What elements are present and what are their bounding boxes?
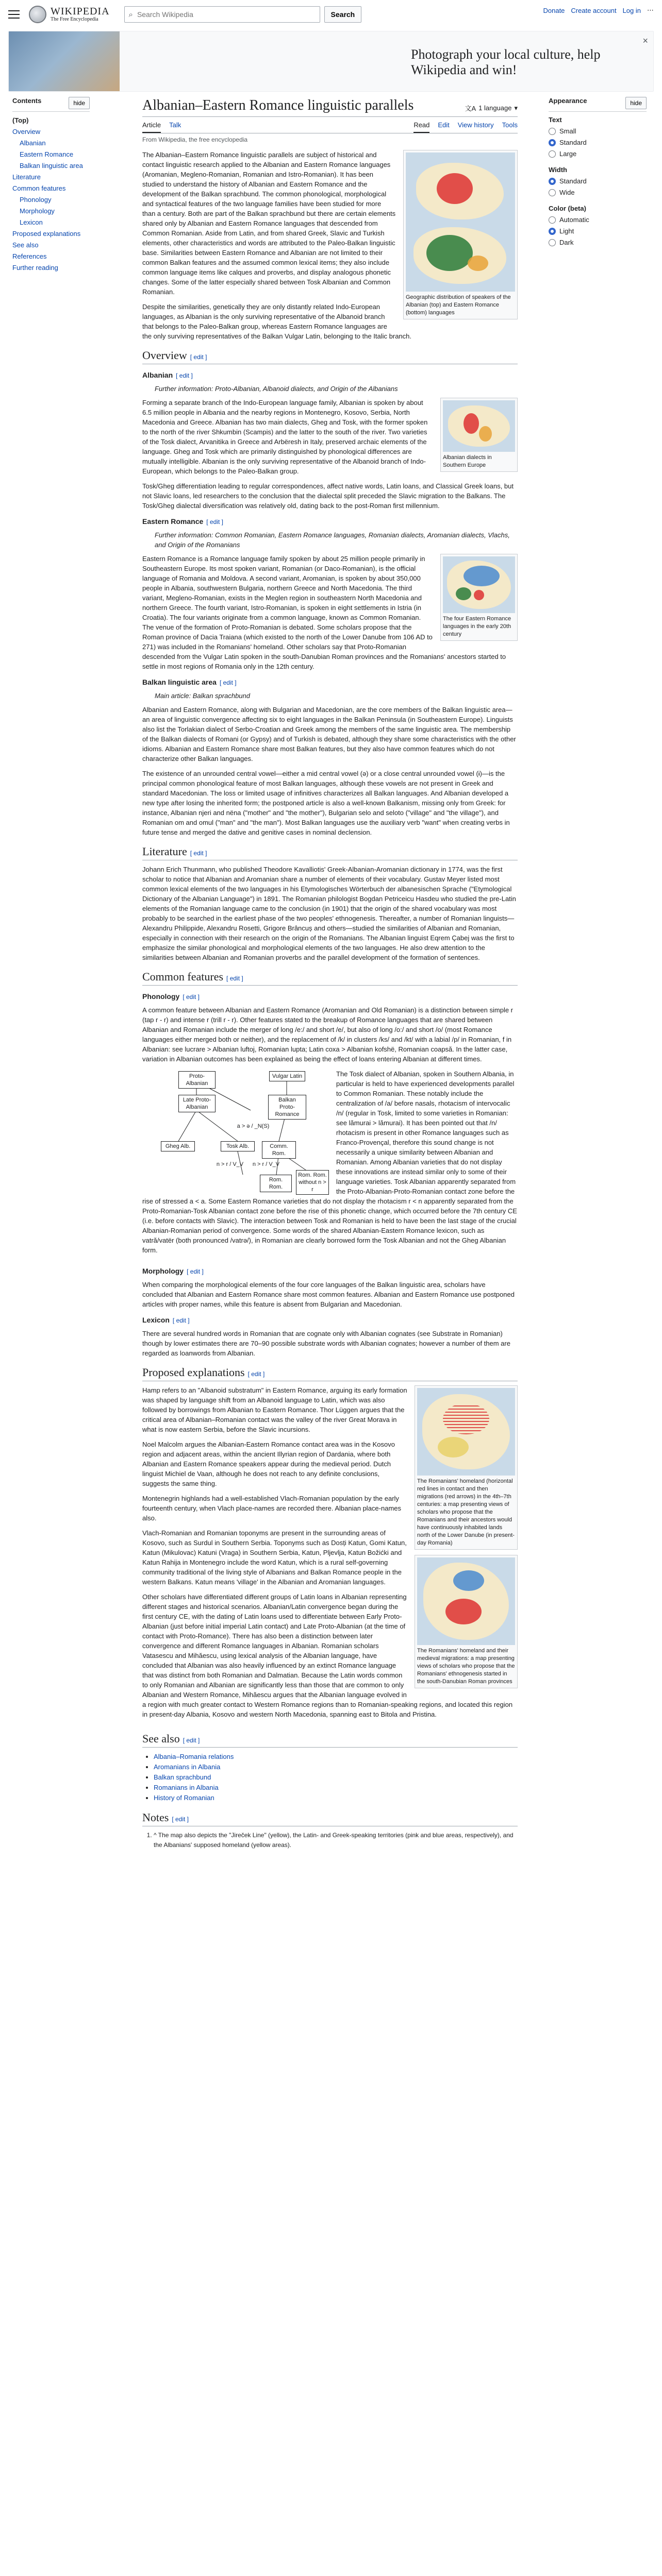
chevron-down-icon: ▾ <box>514 104 518 112</box>
homeland-figure-2 <box>415 1555 518 1688</box>
close-icon[interactable]: × <box>642 36 648 46</box>
title-area <box>142 97 518 133</box>
toc-item[interactable]: Balkan linguistic area <box>20 162 83 170</box>
see-also-link[interactable]: Romanians in Albania <box>154 1784 219 1791</box>
tree-node-common-romanian: Comm. Rom. <box>262 1141 296 1159</box>
toc-item[interactable]: Morphology <box>20 207 55 215</box>
tab-edit[interactable]: Edit <box>438 121 450 129</box>
radio-dot <box>549 139 556 146</box>
eastern-romance-paragraph-1: Eastern Romance is a Romance language family spoken by about 25 million people primarily in Southeastern Europe. Its most spoken variant, Romanian (or Daco-Romanian), is the official language of Romania and Moldova. A second variant, Aromanian, is spoken by about 350,000 people in Albania, southwestern Bulgaria, northern Greece and North Macedonia. The third variant, Megleno-Romanian, exists in the Meglen region in southeastern North Macedonia and northern Greece. The fourth variant, Istro-Romanian, is spoken in eight settlements in Istria (in Croatia). The four variants originate from a common language, known as Common Romanian. The venue of the formation of Proto-Romanian is debated. Some scholars propose that the Roman province of Dacia Traiana (which existed to the north of the Lower Danube from 106 AD to 271) was included in the Romanians' homeland. Other scholars say that Proto-Romanian descended from the Vulgar Latin spoken in the south-Danubian Roman provinces and the Romanians' ancestors started to settle in most regions of Romania only in the 12th century. <box>142 555 506 670</box>
toc-item[interactable]: Common features <box>12 184 66 192</box>
color-group <box>549 205 647 248</box>
page-title: Albanian–Eastern Romance linguistic parallels <box>142 97 414 113</box>
color-radio-dark[interactable] <box>549 237 647 248</box>
list-item <box>154 1772 518 1783</box>
tree-node-tosk: Tosk Alb. <box>221 1141 255 1151</box>
subsection-heading-eastern-romance <box>142 517 518 527</box>
section-heading-proposed-explanations <box>142 1367 518 1381</box>
view-tabs <box>413 121 518 133</box>
radio-label: Large <box>559 150 577 158</box>
toc-item[interactable]: Overview <box>12 128 41 135</box>
appearance-title: Appearance <box>549 97 587 105</box>
text-size-label: Text <box>549 116 562 124</box>
title-divider <box>142 116 518 117</box>
eastern-romance-map[interactable] <box>443 556 515 613</box>
notes-title: Notes <box>142 1811 169 1824</box>
morphology-title: Morphology <box>142 1267 184 1275</box>
banner-title: Photograph your local culture, help Wikipedia and win! <box>411 47 601 77</box>
search-box[interactable] <box>124 6 320 23</box>
list-item <box>154 1752 518 1762</box>
edit-link[interactable]: [ edit ] <box>190 850 207 857</box>
proposed-paragraph-3: Montenegrin highlands had a well-established Vlach-Romanian population by the early fourteenth century, when Vlach place-names are recorded there. Albanian place-names also. <box>142 1495 401 1522</box>
edit-link[interactable]: [ edit ] <box>206 518 223 526</box>
albanian-dialects-figure <box>440 398 518 472</box>
language-count: 1 language <box>478 104 512 112</box>
radio-label: Small <box>559 127 576 135</box>
edit-link[interactable]: [ edit ] <box>219 679 237 686</box>
lead-map-image[interactable] <box>406 152 515 292</box>
hatnote: Main article: Balkan sprachbund <box>155 692 250 700</box>
list-item <box>154 1762 518 1772</box>
log-in-link[interactable]: Log in <box>622 6 641 14</box>
appearance-header <box>549 97 647 112</box>
subsection-heading-albanian <box>142 370 518 381</box>
appearance-hide-button[interactable]: hide <box>625 97 647 109</box>
user-menu-icon[interactable]: ⋯ <box>647 6 654 14</box>
create-account-link[interactable]: Create account <box>571 6 617 14</box>
edit-link[interactable]: [ edit ] <box>176 372 193 379</box>
notes-list <box>142 1831 518 1850</box>
edit-link[interactable]: [ edit ] <box>183 993 200 1001</box>
radio-label: Standard <box>559 177 587 185</box>
toc-item[interactable]: Proposed explanations <box>12 230 81 238</box>
table-of-contents <box>12 97 90 274</box>
article-body <box>142 135 518 1850</box>
see-also-title: See also <box>142 1732 180 1745</box>
tab-tools[interactable]: Tools <box>502 121 518 129</box>
literature-title: Literature <box>142 845 187 858</box>
tree-label-a-schwa: a > ə / _N(S) <box>237 1123 270 1129</box>
page-tabs <box>142 121 518 133</box>
subsection-heading-phonology <box>142 992 518 1002</box>
toc-hide-button[interactable]: hide <box>69 97 90 109</box>
tree-node-rom-no-rhotacism: Rom. Rom. without n > r <box>296 1170 329 1195</box>
subsection-heading-morphology <box>142 1266 518 1277</box>
albanian-title: Albanian <box>142 371 173 379</box>
homeland-map-1[interactable] <box>417 1388 515 1476</box>
tree-label-rhotacism-rom: n > r / V_V <box>252 1161 280 1167</box>
see-also-link[interactable]: Aromanians in Albania <box>154 1763 221 1771</box>
toc-item[interactable]: Literature <box>12 173 41 181</box>
width-radio-standard[interactable] <box>549 176 647 187</box>
proposed-paragraph-5: Other scholars have differentiated different groups of Latin loans in Albanian representing different stages and historical scenarios. Albanian/Latin convergence began during the first century CE, with the dating of Latin loans used to differentiate between Early Proto-Albanian (just before initial imperial Latin contact) and Late Proto-Albanian (at the time of contact with Proto-Romance). There has also been a distinction between later convergence and different Romance languages in Albanian. Romanian scholars Vatasescu and Mihăescu, using lexical analysis of the Albanian language, have concluded that Albanian was also heavily influenced by an extinct Romance language that was distinct from both Romanian and Dalmatian. Because the Latin words common to only Romanian and Albanian are significantly less than those that are common to only Albanian and Western Romance, Mihăescu argues that the Albanian language evolved in a region with much greater contact to Western Romance regions than to Romanian-speaking regions, and located this region in present-day Albania, Kosovo and western North Macedonia, spanning east to Bitola and Pristina. <box>142 1593 513 1718</box>
language-button[interactable] <box>465 103 518 113</box>
text-size-group <box>549 116 647 160</box>
hatnote: Further information: Proto-Albanian, Albanoid dialects, and Origin of the Albanians <box>155 385 398 393</box>
search-icon: ⌕ <box>128 10 133 19</box>
edit-link[interactable]: [ edit ] <box>172 1317 190 1324</box>
literature-paragraph-1: Johann Erich Thunmann, who published Theodore Kavalliotis' Greek-Albanian-Aromanian dictionary in 1774, was the first scholar to notice that Albanian and Aromanian share a number of elements of their vocabulary. Gustav Meyer listed most common lexical elements of the two languages in his Etymologisches Wörterbuch der albanesischen Sprache ("Etymological Dictionary of the Albanian Language") in 1891. The Romanian philologist Bogdan Petriceicu Hasdeu who studied the pre-Latin elements of the Romanian language came to the conclusion (in 1901) that the origin of the shared vocabulary was most probably to be searched in the earliest phase of the two peoples' ethnogenesis. Thereafter, a number of Romanian linguists—Alexandru Philippide, Alexandru Rosetti, Grigore Brâncuș and others—studied the similarities of Albanian and Romanian, especially in connection with their research on the origin of the Romanians. The Albanian linguist Eqrem Çabej was the first to emphasize the similar phonological and morphological elements of the two languages. He also drew attention to the similarities between Albanian and Romanian proverbs and the parallel development of the formation of sentences. <box>142 866 516 961</box>
color-radio-light[interactable] <box>549 226 647 237</box>
lexicon-title: Lexicon <box>142 1316 170 1324</box>
tree-node-rom-rhotacism: Rom. Rom. <box>260 1175 292 1192</box>
phonology-paragraph-1: A common feature between Albanian and Eastern Romance (Aromanian and Old Romanian) is a distinction between simple r (tap r - r) and intense r (trill r - r). Other features stated to the breakup of Romance languages that are shared between Albanian and Romanian include the merger of long /e:/ and short /e/, but also of long /o:/ and short /o/ (most Romance languages either merged both or neither), and the replacement of /k/ in clusters /ks/ and /kt/ with a labial /p/ in Romanian, f in Albanian: see lucrare > Albanian luftoj, Romanian lupta; Latin coxa > Albanian kofshë, Romanian coapsă. In the latter case, variation in Albanian outcomes has been explained as being the effect of loans entering Albanian at different times. <box>142 1006 514 1063</box>
toc-item[interactable]: Albanian <box>20 139 46 147</box>
edit-link[interactable]: [ edit ] <box>183 1737 200 1744</box>
text-radio-small[interactable] <box>549 126 647 137</box>
tree-node-late-proto-albanian: Late Proto-Albanian <box>178 1095 216 1112</box>
overview-title: Overview <box>142 349 187 362</box>
wikipedia-logo[interactable] <box>51 6 110 23</box>
namespace-tabs <box>142 121 181 133</box>
lead-paragraph-1: The Albanian–Eastern Romance linguistic parallels are subject of historical and contact linguistic research applied to the Albanian and Eastern Romance languages (Aromanian, Megleno-Romanian, Romanian and Istro-Romanian). It has been studied to understand the history of Albanian and Eastern Romance and the development of the Balkan sprachbund. The common phonological, morphological and syntactical features of the two language families have been studied for more than a century. Both are part of the Balkan sprachbund but there are certain elements shared only by Albanian and Eastern Romance languages that descended from Common Romanian. Aside from Latin, and from shared Greek, Slavic and Turkish elements, other characteristics and words are attributed to the Paleo-Balkan linguistic base. Similarities between Eastern Romance and Albanian are not limited to their common Balkan features and the assumed common lexical items; they also include common language items like calques and proverbs, and display analogous phonetic changes. Some of the latter especially shared between Tosk Albanian and Common Romanian. <box>142 151 396 296</box>
see-also-link[interactable]: Albania–Romania relations <box>154 1753 234 1760</box>
toc-item[interactable]: (Top) <box>12 116 29 124</box>
width-label: Width <box>549 166 567 174</box>
hatnote: Further information: Common Romanian, Eastern Romance languages, Romanian dialects, Aromanian dialects, Vlachs, and Origin of the Romanians <box>155 531 510 549</box>
proposed-paragraph-4: Vlach-Romanian and Romanian toponyms are present in the surrounding areas of Kosovo, such as Surdul in Southern Serbia. Toponyms such as Dosți Katun, Gomi Katun, Katun (Mikulovac) Katuni (Vraga) in Southern Serbia, Katun, Pljevlja, Katun Božićki and Katun Rahija in Montenegro include the word Katun, which is a rural self-governing community traditional of the living style of Albanians and Balkan Romance people in the western Balkans. Katun means 'village' in the Albanian and Aromanian languages. <box>142 1529 407 1586</box>
albanian-paragraph-1: Forming a separate branch of the Indo-European language family, Albanian is spoken by about 6.5 million people in Albania and the nearby regions in Montenegro, Kosovo, Serbia, North Macedonia and Greece. Albanian has two main dialects, Gheg and Tosk, with the former spoken to the north of the river Shkumbin (Scampis) and the latter to the south of the river. Two varieties of the Tosk dialect, Arvanitika in Greece and Arbëresh in Italy, preserved archaic elements of the language. Gheg and Tosk which are primarily distinguished by phonological differences are mutually intelligible. Albanian is the only surviving representative of the Albanoid branch of Indo-European, which belongs to the Paleo-Balkan group. <box>142 399 428 475</box>
radio-dot <box>549 228 556 235</box>
tree-node-gheg: Gheg Alb. <box>161 1141 195 1151</box>
toc-item[interactable]: See also <box>12 241 39 249</box>
section-heading-literature <box>142 846 518 860</box>
homeland-caption-1: The Romanians' homeland (horizontal red lines in contact and then migrations (red arrows) in the 4th–7th centuries: a map presenting views of scholars who propose that the Romanians and their ancestors would have continuously inhabited lands north of the Lower Danube (in present-day Romania) <box>417 1478 515 1546</box>
proposed-title: Proposed explanations <box>142 1366 245 1379</box>
toc-item[interactable]: Lexicon <box>20 218 43 226</box>
sound-change-tree-diagram <box>142 1069 329 1193</box>
eastern-romance-title: Eastern Romance <box>142 517 204 526</box>
toc-item[interactable]: References <box>12 252 47 260</box>
albanian-paragraph-2: Tosk/Gheg differentiation leading to regular correspondences, affect native words, Latin loans, and Classical Greek loans, but not Slavic loans, led researchers to the conclusion that the dialectal split preceded the Slavic migration to the Balkans. The Tosk/Gheg dialectal diversification was relatively old, dating back to the post-Roman first millennium. <box>142 482 514 510</box>
lead-paragraph-2: Despite the similarities, genetically they are only distantly related Indo-European languages, as Albanian is the only surviving representative of the Albanoid branch that belongs to the Paleo-Balkan group, whereas Eastern Romance languages are the only surviving representatives of the Balkan Vulgar Latin, belonging to the Italic branch. <box>142 303 411 340</box>
eastern-romance-caption: The four Eastern Romance languages in the early 20th century <box>443 616 511 637</box>
lexicon-paragraph-1: There are several hundred words in Romanian that are cognate only with Albanian cognates (see Substrate in Romanian) though by lower estimates there are 70–90 possible substrate words with Albanian cognates; however a number of them are regarded as loanwords from Albanian. <box>142 1330 510 1357</box>
note-item: 1. ^ The map also depicts the "Jireček Line" (yellow), the Latin- and Greek-speaking territories (pink and blue areas, respectively), and the Albanians' supposed homeland (yellow areas). <box>154 1831 518 1850</box>
phonology-paragraph-2: The Tosk dialect of Albanian, spoken in Southern Albania, in particular is held to have experienced developments parallel to Common Romanian. These notably include the centralization of /a/ before nasals, rhotacism of intervocalic /n/ (regular in Tosk, limited to some varieties in Romanian: see lămurai > lămurai). It has been pointed out that /n/ rhotacism is present in other Romance languages such as Franco-Provençal, therefore this sound change is not necessarily a unique similarity between Albanian and Romanian. Among Albanian varieties that do not display these innovations are instead similar only to some of their language varieties. Tosk Albanian apparently separated from the Proto-Albanian-Proto-Romanian contact zone before the rise of stressed a < a. Some Eastern Romance varieties that do not display the rhotacism r < n apparently separated from the Proto-Romanian-Tosk Albanian contact zone before the rise of this phonetic change, which occurred before the 7th century CE (i.e. before contacts with Slavic). The interaction between Tosk and Romanian is held to have been the last stage of the crucial Albanian-Romanian period of convergence. Some words of the shared Albanian-Eastern Romance lexicon, such as vatră/vatër (both pronounced /vatrə/), in Romanian are clearly borrowed form the Tosk Albanian and not the Gheg Albanian form. <box>142 1070 517 1254</box>
edit-link[interactable]: [ edit ] <box>187 1268 204 1275</box>
toc-header <box>12 97 90 112</box>
tab-article[interactable]: Article <box>142 121 161 133</box>
radio-dot <box>549 216 556 224</box>
tree-label-rhotacism-tosk: n > r / V_V <box>216 1161 244 1167</box>
proposed-paragraph-1: Hamp refers to an "Albanoid substratum" in Eastern Romance, arguing its early formation was shaped by language shift from an Albanoid language to Latin, which was also followed by borrowings from Albanian to Eastern Romance. Thor Lüggen argues that the critical area of Albanian–Romanian contact was the valley of the river Great Morava in what is now eastern Serbia, before the Slavic incursions. <box>142 1386 407 1433</box>
site-header <box>0 0 662 29</box>
wikipedia-globe-icon[interactable] <box>29 6 46 23</box>
toc-item[interactable]: Eastern Romance <box>20 150 74 158</box>
radio-dot <box>549 178 556 185</box>
proposed-paragraph-2: Noel Malcolm argues the Albanian-Eastern Romance contact area was in the Kosovo region and adjacent areas, within the ancient Illyrian region of Dardania, where both Albanian and Eastern Romance speakers appear during the medieval period. Dutch linguist Michiel de Vaan, although he does not reach to any definite conclusions, suggests the same thing. <box>142 1440 395 1487</box>
see-also-list <box>142 1752 518 1803</box>
balkan-paragraph-2: The existence of an unrounded central vowel—either a mid central vowel (ə) or a close central unrounded vowel (ɨ)—is the principal common phonological feature of most Balkan languages, although these vowels are not present in Greek and standard Macedonian. The loss or limited usage of infinitives characterizes all Balkan languages. And Albanian developed a new type after losing the inherited form; the postponed article is also a well-known Balkanism, missing only from Greek: for instance, Albanian njeri and nëna ("mother" and "the mother"), Bulgarian selo and seloto ("village" and "the village"), and Romanian om and omul ("man" and "the man"). Most Balkan languages use the auxiliary verb "want" when creating verbs in future tense and merged the dative and genitive cases in nominal declension. <box>142 770 510 836</box>
subsection-heading-lexicon <box>142 1315 518 1326</box>
radio-dot <box>549 128 556 135</box>
donate-link[interactable]: Donate <box>543 6 565 14</box>
toc-item[interactable]: Further reading <box>12 264 58 272</box>
edit-link[interactable]: [ edit ] <box>226 975 243 982</box>
toc-list <box>12 115 90 274</box>
radio-label: Automatic <box>559 216 589 224</box>
balkan-title: Balkan linguistic area <box>142 678 217 686</box>
section-heading-common-features <box>142 972 518 986</box>
width-radio-wide[interactable] <box>549 187 647 198</box>
banner-photo <box>9 31 120 92</box>
main-menu-icon[interactable] <box>8 10 20 19</box>
tab-view-history[interactable]: View history <box>457 121 494 129</box>
edit-link[interactable]: [ edit ] <box>247 1370 265 1378</box>
edit-link[interactable]: [ edit ] <box>172 1816 189 1823</box>
radio-dot <box>549 150 556 158</box>
color-options <box>549 214 647 248</box>
radio-dot <box>549 189 556 196</box>
list-item <box>154 1793 518 1803</box>
phonology-title: Phonology <box>142 992 180 1001</box>
text-radio-large[interactable] <box>549 148 647 160</box>
radio-label: Light <box>559 227 574 235</box>
toc-title: Contents <box>12 97 42 105</box>
translate-icon: 文A <box>465 105 476 112</box>
tab-talk[interactable]: Talk <box>169 121 181 129</box>
search-input[interactable] <box>136 10 316 19</box>
section-heading-notes <box>142 1812 518 1826</box>
albanian-dialects-map[interactable] <box>443 400 515 452</box>
campaign-banner[interactable] <box>8 31 654 92</box>
logo-wordmark: WIKIPEDIA <box>51 6 110 17</box>
lead-figure-caption: Geographic distribution of speakers of the Albanian (top) and Eastern Romance (bottom) languages <box>406 294 511 316</box>
section-heading-overview <box>142 350 518 364</box>
list-item <box>154 1783 518 1793</box>
logo-tagline: The Free Encyclopedia <box>51 16 98 22</box>
radio-label: Standard <box>559 139 587 146</box>
tree-node-vulgar-latin: Vulgar Latin <box>269 1071 305 1081</box>
text-radio-standard[interactable] <box>549 137 647 148</box>
section-heading-see-also <box>142 1734 518 1748</box>
lead-figure <box>403 150 518 319</box>
homeland-map-2[interactable] <box>417 1557 515 1645</box>
albanian-dialects-caption: Albanian dialects in Southern Europe <box>443 454 492 468</box>
radio-label: Wide <box>559 189 575 196</box>
radio-dot <box>549 239 556 246</box>
common-features-title: Common features <box>142 970 224 983</box>
subsection-heading-balkan <box>142 677 518 688</box>
color-label: Color (beta) <box>549 205 586 212</box>
site-subtitle: From Wikipedia, the free encyclopedia <box>142 136 248 143</box>
tree-node-proto-albanian: Proto-Albanian <box>178 1071 216 1089</box>
see-also-link[interactable]: History of Romanian <box>154 1794 214 1802</box>
toc-item[interactable]: Phonology <box>20 196 52 204</box>
tab-read[interactable]: Read <box>413 121 429 133</box>
tree-node-balkan-proto-romance: Balkan Proto-Romance <box>268 1095 306 1120</box>
text-size-options <box>549 126 647 160</box>
search-button[interactable]: Search <box>324 6 362 23</box>
width-group <box>549 166 647 198</box>
homeland-figure-1 <box>415 1385 518 1550</box>
eastern-romance-figure <box>440 554 518 641</box>
radio-label: Dark <box>559 239 574 246</box>
morphology-paragraph-1: When comparing the morphological elements of the four core languages of the Balkan linguistic area, scholars have concluded that Albanian and Eastern Romance share most common features. Albanian and Eastern Romance use postponed articles with proper names, while this feature is absent from Bulgarian and Macedonian. <box>142 1281 515 1308</box>
color-radio-automatic[interactable] <box>549 214 647 226</box>
width-options <box>549 176 647 198</box>
user-links <box>543 6 654 14</box>
see-also-link[interactable]: Balkan sprachbund <box>154 1773 211 1781</box>
edit-link[interactable]: [ edit ] <box>190 353 207 361</box>
balkan-paragraph-1: Albanian and Eastern Romance, along with Bulgarian and Macedonian, are the core members of the Balkan linguistic area—an area of linguistic convergence affecting six to eight languages in the Balkan Peninsula (in Southeastern Europe). Linguists also list the Torlakian dialect of Serbo-Croatian and Greek among the members of the same linguistic area. The membership of the Balkan dialects of Romani (or Gypsy) and of Turkish is debated, although they share some characteristics with the other idioms. Albanian and Eastern Romance share most Balkan features, but they also have common features which do not characterize other Balkan languages. <box>142 706 516 762</box>
homeland-caption-2: The Romanians' homeland and their medieval migrations: a map presenting views of scholars who propose that the Romanians' ethnogenesis started in the south-Danubian Roman provinces <box>417 1648 515 1685</box>
appearance-panel <box>549 97 647 255</box>
